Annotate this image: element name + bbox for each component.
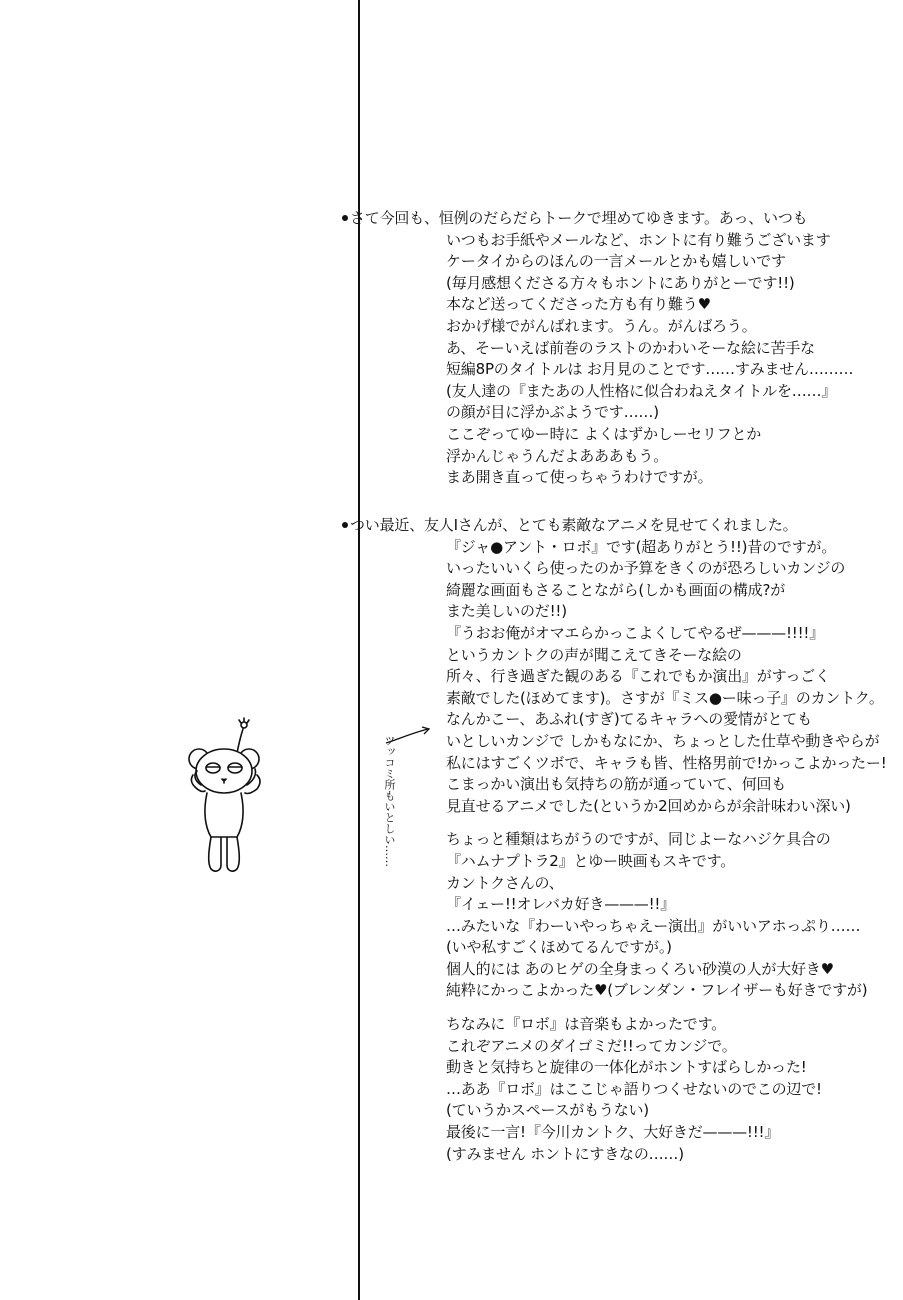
bear-mascot-icon [183, 715, 265, 875]
text-line: 見直せるアニメでした(というか2回めからが余計味わい深い) [446, 796, 851, 815]
margin-note: ツッコミ所もいとしい…… [383, 735, 396, 867]
text-line: 綺麗な画面もさることながら(しかも画面の構成?が [446, 580, 786, 599]
text-line: 最後に一言!『今川カントク、大好きだ———!!!』 [446, 1123, 780, 1142]
text-line: ちょっと種類はちがうのですが、同じよーなハジケ具合の [446, 830, 831, 849]
text-line: また美しいのだ!!) [446, 602, 567, 621]
text-line: 『ハムナプトラ2』とゆー映画もスキです。 [446, 851, 736, 870]
text-line [342, 208, 853, 230]
text-line: いったいいくら使ったのか予算をきくのが恐ろしいカンジの [446, 559, 846, 578]
text-line: というカントクの声が聞こえてきそーな絵の [446, 645, 742, 664]
text-line: …みたいな『わーいやっちゃえー演出』がいいアホっぷり…… [446, 916, 861, 935]
text-line: 『ジャ●アント・ロボ』です(超ありがとう!!)昔のですが。 [446, 537, 837, 556]
text-line: (ていうかスペースがもうない) [446, 1101, 649, 1120]
text-line: 『イェー!!オレバカ好き———!!』 [446, 895, 676, 914]
text-line: まあ開き直って使っちゃうわけですが。 [446, 468, 713, 487]
text-line: 素敵でした(ほめてます)。さすが『ミス●ー味っ子』のカントク。 [446, 688, 884, 707]
text-line: 短編8Pのタイトルは お月見のことです……すみません……… [446, 360, 854, 379]
text-line: 私にはすごくツボで、キャラも皆、性格男前で!かっこよかったー! [446, 753, 887, 772]
paragraph-talk-intro [342, 208, 853, 489]
text-line: おかげ様でがんばれます。うん。がんばろう。 [446, 316, 757, 335]
text-line: …ああ『ロボ』はここじゃ語りつくせないのでこの辺で! [446, 1079, 822, 1098]
paragraph-anime-review [342, 515, 887, 1165]
text-line: ここぞってゆー時に よくはずかしーセリフとか [446, 424, 762, 443]
text-line: あ、そーいえば前巻のラストのかわいそーな絵に苦手な [446, 338, 815, 357]
text-line: カントクさんの、 [446, 873, 564, 892]
text-line [342, 515, 887, 537]
text-line: 『うおお俺がオマエらかっこよくしてやるぜ———!!!!』 [446, 623, 825, 642]
text-line: (毎月感想くださる方々もホントにありがとーです!!) [446, 273, 795, 292]
paragraph-gap [342, 1002, 887, 1014]
text-line: (すみません ホントにすきなの……) [446, 1144, 684, 1163]
bullet-dot [342, 522, 348, 528]
text-line: 浮かんじゃうんだよあああもう。 [446, 446, 669, 465]
text-line: 所々、行き過ぎた観のある『これでもか演出』がすっごく [446, 667, 830, 686]
text-line: なんかこー、あふれ(すぎ)てるキャラへの愛情がとても [446, 710, 812, 729]
text-line: ケータイからのほんの一言メールとかも嬉しいです [446, 252, 786, 271]
text-line: (いや私すごくほめてるんですが。) [446, 938, 672, 957]
text-line: 個人的には あのヒゲの全身まっくろい砂漠の人が大好き♥ [446, 959, 834, 978]
text-line: の顔が目に浮かぶようです……) [446, 403, 659, 422]
line-text: つい最近、友人Iさんが、とても素敵なアニメを見せてくれました。 [350, 516, 798, 534]
text-line: こまっかい演出も気持ちの筋が通っていて、何回も [446, 775, 787, 794]
paragraph-gap [342, 817, 887, 829]
bullet-dot [342, 215, 348, 221]
line-text: さて今回も、恒例のだらだらトークで埋めてゆきます。あっ、いつも [350, 209, 808, 227]
text-line: (友人達の『またあの人性格に似合わねえタイトルを……』 [446, 381, 837, 400]
text-line: いつもお手紙やメールなど、ホントに有り難うございます [446, 230, 831, 249]
text-line: ちなみに『ロボ』は音楽もよかったです。 [446, 1015, 727, 1034]
text-line: これぞアニメのダイゴミだ!!ってカンジで。 [446, 1036, 737, 1055]
text-line: 純粋にかっこよかった♥(ブレンダン・フレイザーも好きですが) [446, 981, 868, 1000]
text-line: 本など送ってくださった方も有り難う♥ [446, 295, 711, 314]
text-line: いとしいカンジで しかもなにか、ちょっとした仕草や動きやらが [446, 731, 880, 750]
text-line: 動きと気持ちと旋律の一体化がホントすばらしかった! [446, 1058, 807, 1077]
